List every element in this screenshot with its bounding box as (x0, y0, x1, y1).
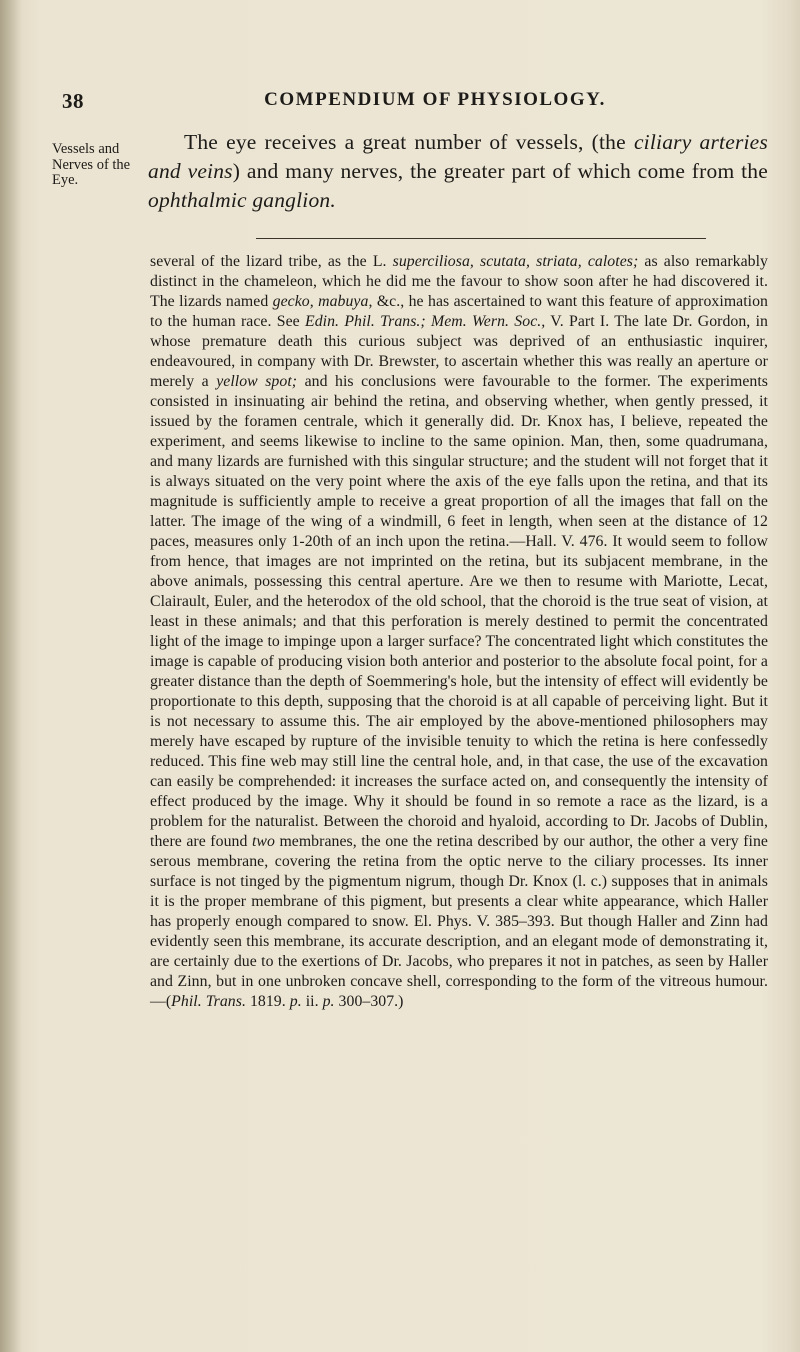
fn-p04: V. Part I. The late Dr. Gordon, in whose premature death this curious subject was deprived of an enthusiastic inquirer, endeavoured, in company with Dr. Brewster, to ascertain whether this was really an aperture or merely a (150, 313, 768, 390)
fn-p06: membranes, the one the retina described by our author, the other a very fine serous membrane, covering the retina from the optic nerve to the ciliary processes. Its inner surface is not tinged by the pigmentum nigrum, though Dr. Knox (l. c.) supposes that in animals it is the proper membrane of this pigment, but presents a clear white appearance, which Haller has properly enough compared to snow. El. Phys. V. 385–393. But though Haller and Zinn had evidently seen this membrane, its accurate description, and an elegant mode of demonstrating it, are certainly due to the exertions of Dr. Jacobs, who prepares it not in patches, as seen by Haller and Zinn, but in one unbroken concave shell, corresponding to the form of the vitreous humour.—( (150, 833, 768, 1010)
main-text-3: ) and many nerves, the greater part of which come from the (232, 159, 768, 183)
main-text-1: The eye receives a great number of vessels, (the (184, 130, 634, 154)
fn-p05: and his conclusions were favourable to the former. The experiments consisted in insinuating air behind the retina, and observing whether, when gently pressed, it issued by the foramen centrale, which it generally did. Dr. Knox has, I believe, repeated the experiment, and seems likewise to incline to the same opinion. Man, then, some quadrumana, and many lizards are furnished with this singular structure; and the student will not forget that it is always situated on the very point where the axis of the eye falls upon the retina, and that its magnitude is sufficiently ample to receive a great proportion of all the images that fall on the latter. The image of the wing of a windmill, 6 feet in length, when seen at the distance of 12 paces, measures only 1-20th of an inch upon the retina.—Hall. V. 476. It would seem to follow from hence, that images are not imprinted on the retina, but its subjacent membrane, in the above animals, possessing this central aperture. Are we then to resume with Mariotte, Lecat, Clairault, Euler, and the heterodox of the old school, that the choroid is the true seat of vision, at least in these animals; and that this perforation is merely destined to permit the concentrated light of the image to impinge upon a larger surface? The concentrated light which constitutes the image is capable of producing vision both anterior and posterior to the absolute focal point, for a greater distance than the depth of Soemmering's hole, but the intensity of effect will evidently be proportionate to this depth, supposing that the choroid is at all capable of perceiving light. But it is not necessary to assume this. The air employed by the above-mentioned philosophers may merely have escaped by rupture of the invisible tenuity to which the retina is here confessedly reduced. This fine web may still line the central hole, and, in that case, the use of the excavation can easily be comprehended: it increases the surface acted on, and consequently the intensity of effect produced by the image. Why it should be found in so remote a race as the lizard, is a problem for the naturalist. Between the choroid and hyaloid, according to Dr. Jacobs of Dublin, there are found (150, 373, 768, 850)
fn-p09: 300–307.) (334, 993, 404, 1010)
fn-p01: several of the lizard tribe, as the L. (150, 253, 393, 270)
footnote-rule (256, 238, 706, 239)
page-number: 38 (62, 89, 84, 113)
fn-p02: as also remarkably distinct in the chameleon, which he did me the favour to show soon after he had discovered it. The lizards named (150, 253, 768, 310)
fn-p08: ii. (301, 993, 323, 1010)
fn-i02: gecko, mabuya, (272, 293, 373, 310)
footnote (150, 252, 768, 1012)
main-paragraph (148, 128, 768, 215)
fn-i06: Phil. Trans. (171, 993, 246, 1010)
main-text-2: ciliary arteries and veins (148, 130, 768, 183)
spine-shadow (0, 0, 22, 1352)
fn-i04: yellow spot; (216, 373, 298, 390)
fn-i07: p. (289, 993, 302, 1010)
running-head: COMPENDIUM OF PHYSIOLOGY. (264, 89, 606, 110)
fn-p07: 1819. (245, 993, 290, 1010)
fn-i01: superciliosa, scutata, striata, calotes; (392, 253, 639, 270)
fn-i03: Edin. Phil. Trans.; Mem. Wern. Soc., (305, 313, 546, 330)
fn-i05: two (251, 833, 275, 850)
fn-p03: &c., he has ascertained to want this feature of approximation to the human race. See (150, 293, 768, 330)
margin-note: Vessels and Nerves of the Eye. (52, 141, 131, 188)
fn-i08: p. (322, 993, 335, 1010)
main-text-4: ophthalmic ganglion. (148, 188, 336, 212)
